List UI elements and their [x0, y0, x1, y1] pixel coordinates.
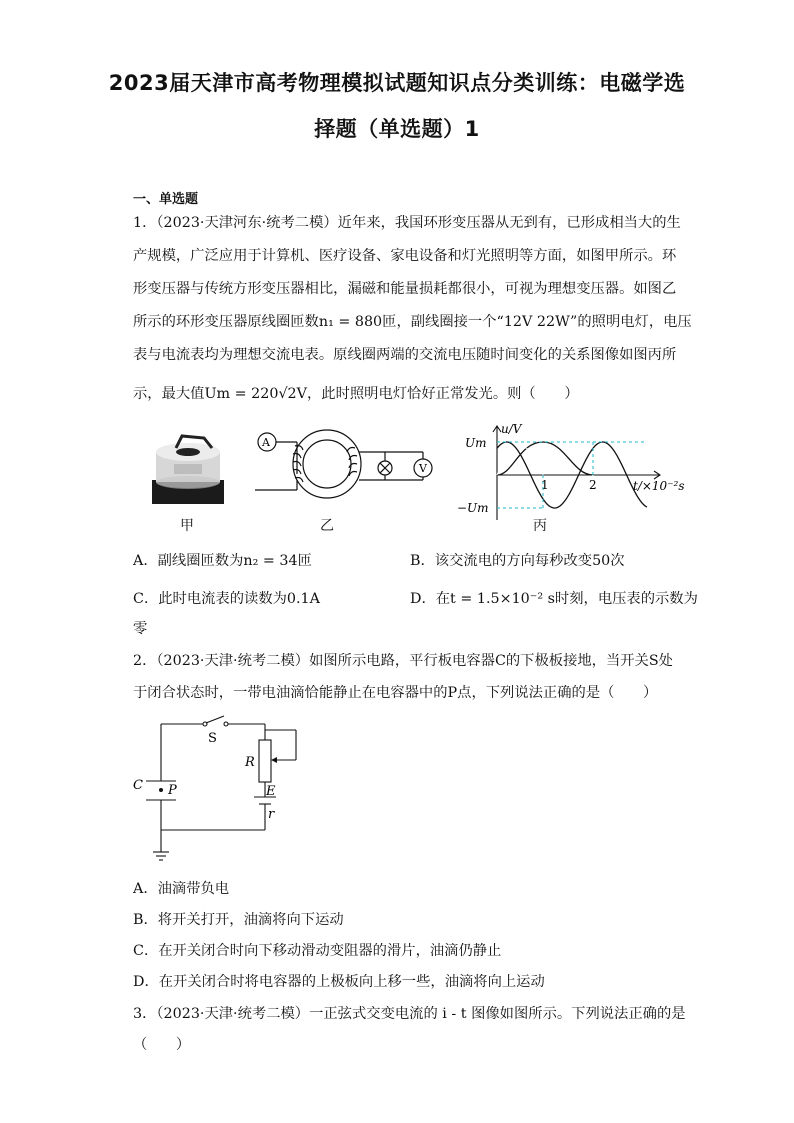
- q1-option-d-cont: 零: [133, 621, 148, 637]
- switch-label: S: [208, 731, 217, 746]
- q2-line: 2．（2023·天津·统考二模）如图所示电路，平行板电容器C的下极板接地，当开关S处: [133, 653, 673, 669]
- q1-line: 示，最大值Um = 220√2V，此时照明电灯恰好正常发光。则（ ）: [133, 386, 579, 402]
- transformer-circuit-diagram: [255, 428, 440, 500]
- emf-label: E: [266, 784, 276, 799]
- voltmeter-label: V: [419, 462, 427, 475]
- caption-yi: 乙: [320, 518, 334, 534]
- um-label: Um: [465, 436, 487, 450]
- q1-line: 产规模，广泛应用于计算机、医疗设备、家电设备和灯光照明等方面，如图甲所示。环: [133, 248, 677, 264]
- caption-jia: 甲: [180, 518, 194, 534]
- q3-line: 3．（2023·天津·统考二模）一正弦式交变电流的 i - t 图像如图所示。下列说法正确的是: [133, 1006, 686, 1022]
- q2-option-b[interactable]: B．将开关打开，油滴将向下运动: [133, 912, 344, 928]
- tick-2: 2: [589, 478, 597, 492]
- q1-line: 所示的环形变压器原线圈匝数n₁ = 880匝，副线圈接一个“12V 22W”的照明电灯，电压: [133, 314, 692, 330]
- x-axis-label: t/×10⁻²s: [633, 479, 685, 493]
- q1-line: 表与电流表均为理想交流电表。原线圈两端的交流电压随时间变化的关系图像如图丙所: [133, 347, 677, 363]
- q2-option-c[interactable]: C．在开关闭合时向下移动滑动变阻器的滑片，油滴仍静止: [133, 943, 502, 959]
- q2-option-a[interactable]: A．油滴带负电: [133, 881, 230, 897]
- q1-option-c[interactable]: C．此时电流表的读数为0.1A: [133, 591, 320, 607]
- y-axis-label: u/V: [501, 422, 522, 436]
- rheostat-label: R: [245, 755, 255, 770]
- doc-title-line2: 择题（单选题）1: [314, 117, 480, 141]
- q2-line: 于闭合状态时，一带电油滴恰能静止在电容器中的P点，下列说法正确的是（ ）: [133, 685, 658, 701]
- capacitor-label: C: [133, 778, 143, 793]
- section-heading: 一、单选题: [133, 192, 199, 207]
- capacitor-circuit-diagram: [128, 712, 308, 862]
- voltage-time-graph: [455, 420, 687, 520]
- neg-um-label: −Um: [457, 501, 489, 515]
- doc-title-line1: 2023届天津市高考物理模拟试题知识点分类训练：电磁学选: [108, 71, 686, 95]
- q3-line: （ ）: [133, 1037, 191, 1053]
- tick-1: 1: [541, 478, 549, 492]
- q1-line: 1．（2023·天津河东·统考二模）近年来，我国环形变压器从无到有，已形成相当大的生: [133, 215, 681, 231]
- q1-option-d[interactable]: D．在t = 1.5×10⁻² s时刻，电压表的示数为: [410, 591, 698, 607]
- caption-bing: 丙: [533, 518, 547, 534]
- q1-option-b[interactable]: B．该交流电的方向每秒改变50次: [410, 553, 625, 569]
- q2-option-d[interactable]: D．在开关闭合时将电容器的上极板向上移一些，油滴将向上运动: [133, 974, 545, 990]
- point-p-label: P: [168, 783, 177, 798]
- q1-line: 形变压器与传统方形变压器相比，漏磁和能量损耗都很小，可视为理想变压器。如图乙: [133, 281, 677, 297]
- internal-resistance-label: r: [268, 807, 275, 822]
- toroidal-transformer-photo: [148, 430, 228, 506]
- q1-option-a[interactable]: A．副线圈匝数为n₂ = 34匝: [133, 553, 312, 569]
- ammeter-label: A: [262, 436, 270, 449]
